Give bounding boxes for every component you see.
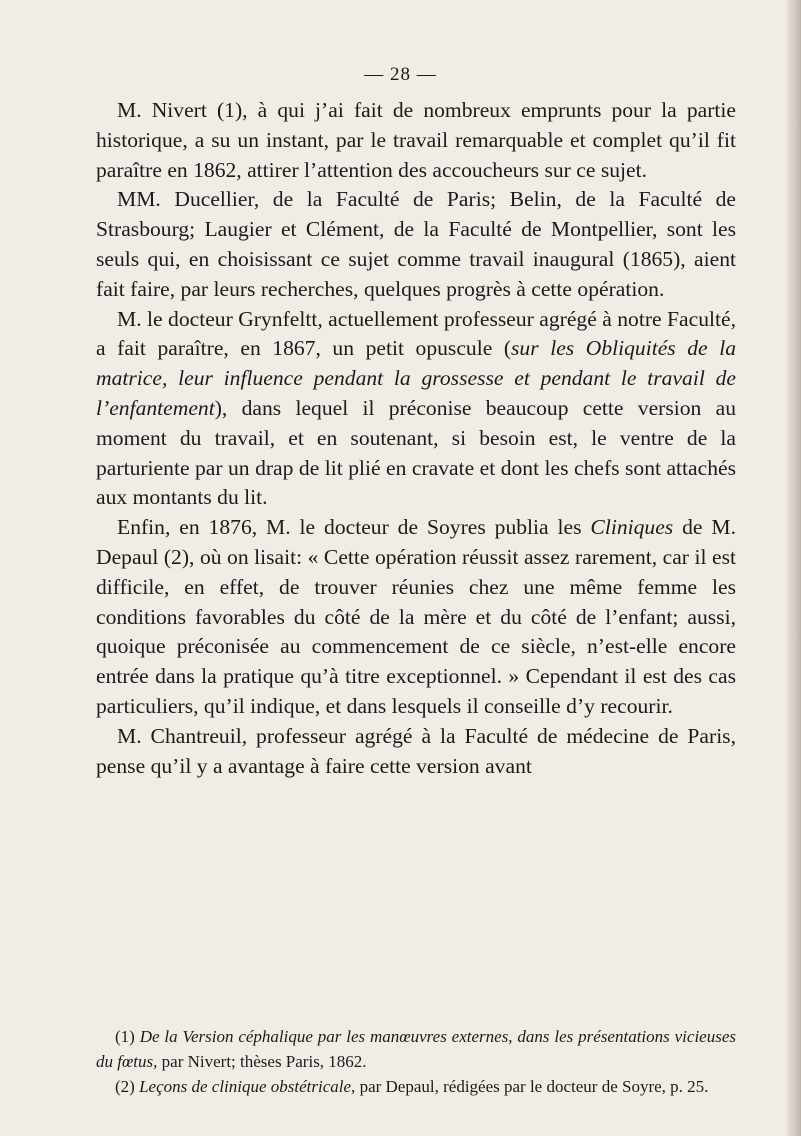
paragraph-soyres-lead: Enfin, en 1876, M. le docteur de Soyres publia les xyxy=(117,515,591,540)
paragraph-nivert: M. Nivert (1), à qui j’ai fait de nombreux emprunts pour la partie historique, a su un instant, par le travail remarquable et complet qu’il fit paraître en 1862, attirer l’attention des accoucheurs sur ce sujet. xyxy=(96,98,736,182)
body-text xyxy=(96,96,736,781)
footnote-1-rest: par Nivert; thèses Paris, 1862. xyxy=(157,1052,367,1071)
cliniques-title: Cliniques xyxy=(590,515,674,540)
paragraph-grynfeltt-lead: M. le docteur Grynfeltt, actuellement professeur agrégé à notre Faculté, a fait paraître, en 1867, un petit opuscule ( xyxy=(96,306,736,361)
footnote-1-title: De la Version céphalique par les manœuvres externes, dans les présentations vicieuses du fœtus, xyxy=(96,1027,736,1071)
footnote-2-title: Leçons de clinique obstétricale, xyxy=(139,1077,356,1096)
footnote-2-rest: par Depaul, rédigées par le docteur de Soyre, p. 25. xyxy=(355,1077,709,1096)
footnote-1 xyxy=(96,1024,736,1074)
footnote-2-marker: (2) xyxy=(115,1077,140,1096)
opuscule-title: sur les Obliquités de la matrice, leur influence pendant la grossesse et pendant le travail de l’enfantement xyxy=(96,336,736,420)
paragraph-chantreuil: M. Chantreuil, professeur agrégé à la Faculté de médecine de Paris, pense qu’il y a avantage à faire cette version avant xyxy=(96,723,736,778)
paragraph-ducellier: MM. Ducellier, de la Faculté de Paris; Belin, de la Faculté de Strasbourg; Laugier et Clément, de la Faculté de Montpellier, sont les seuls qui, en choisissant ce sujet comme travail inaugural (1865), aient fait faire, par leurs recherches, quelques progrès à cette opération. xyxy=(96,187,736,301)
paragraph-grynfeltt xyxy=(96,305,736,514)
footnote-1-marker: (1) xyxy=(115,1027,140,1046)
page-number: — 28 — xyxy=(364,64,437,85)
paragraph-soyres-rest: de M. Depaul (2), où on lisait: « Cette opération réussit assez rarement, car il est difficile, en effet, de trouver réunies chez une même femme les conditions favorables du côté de la mère et du côté de l’enfant; aussi, quoique préconisée au commencement de ce siècle, n’est-elle encore entrée dans la pratique qu’à titre exceptionnel. » Cependant il est des cas particuliers, qu’il indique, et dans lesquels il conseille d’y recourir. xyxy=(96,515,736,718)
paragraph-soyres xyxy=(96,513,736,722)
page-edge xyxy=(787,0,801,1136)
footnote-2 xyxy=(96,1074,736,1099)
footnotes xyxy=(96,1024,736,1099)
paragraph-grynfeltt-rest: ), dans lequel il préconise beaucoup cette version au moment du travail, et en soutenant, si besoin est, le ventre de la parturiente par un drap de lit plié en cravate et dont les chefs sont attachés aux montants du lit. xyxy=(96,395,736,510)
